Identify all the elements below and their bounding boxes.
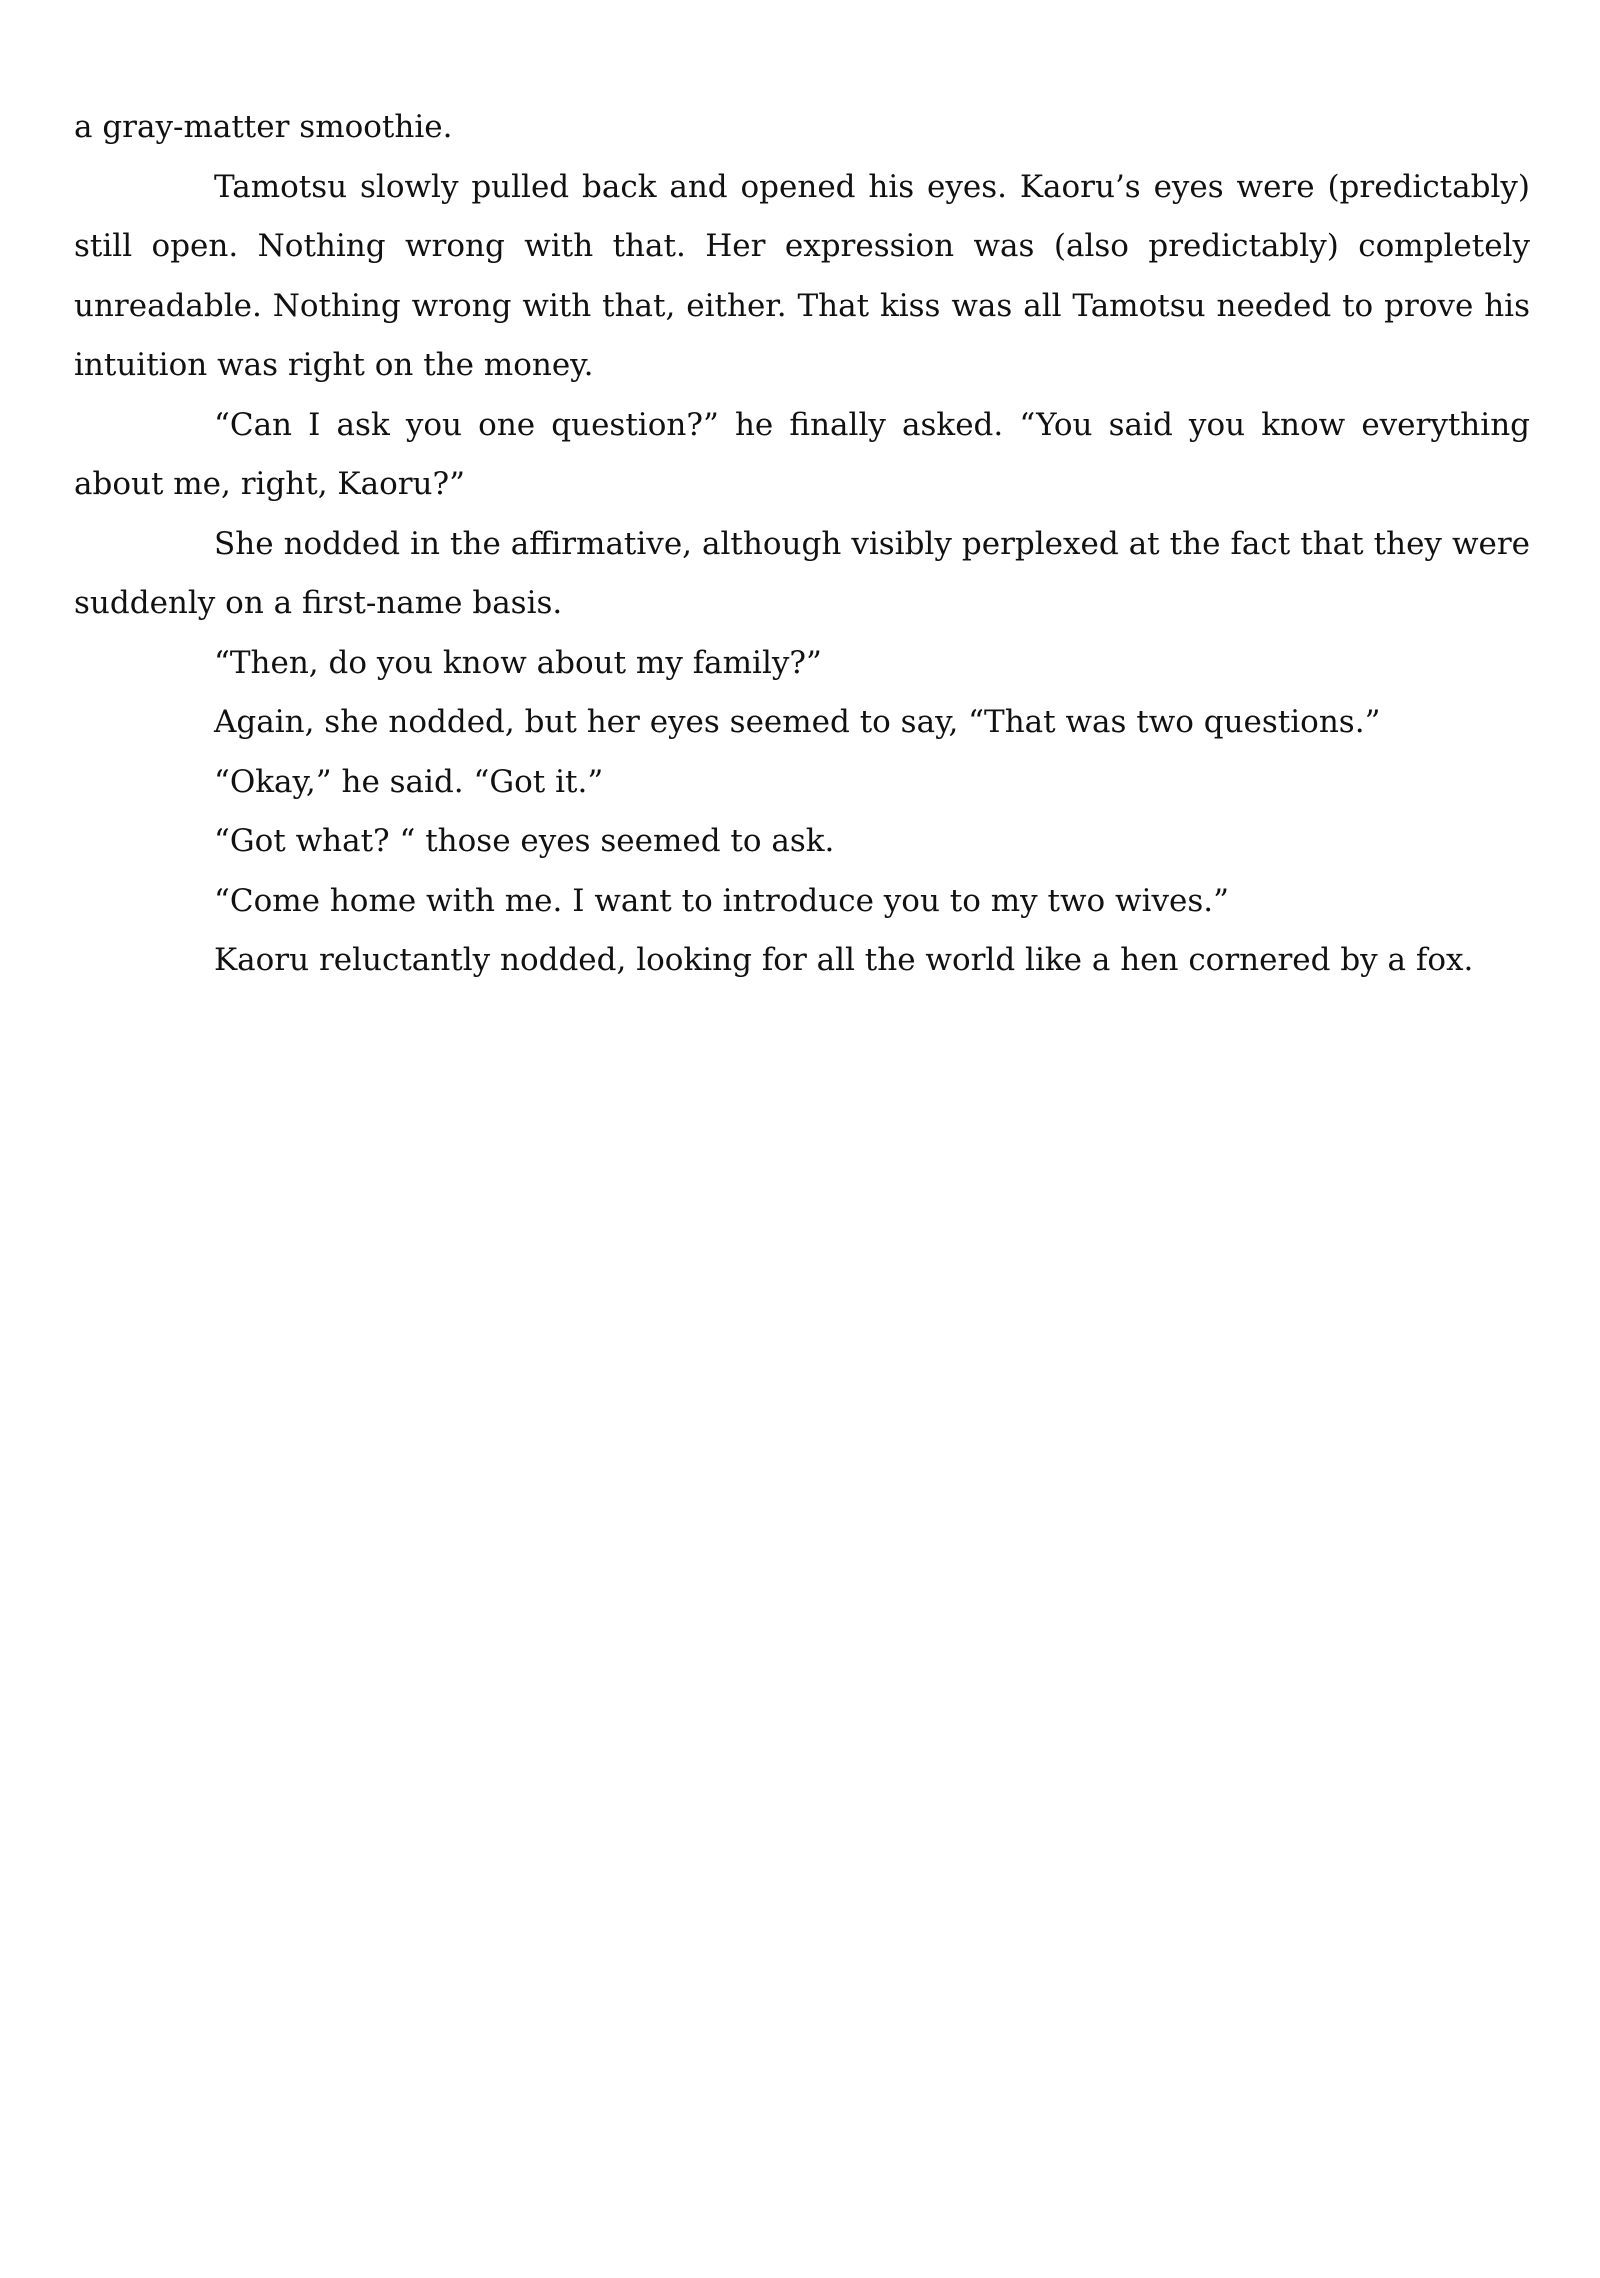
paragraph: Kaoru reluctantly nodded, looking for all the world like a hen cornered by a fox.: [214, 942, 1474, 978]
paragraph: Tamotsu slowly pulled back and opened his eyes. Kaoru’s eyes were (predictably) still open. Nothing wrong with that. Her expression was (also predictably) completely unreadable. Nothing wrong with that, either. That kiss was all Tamotsu needed to prove his intuition was right on the money.: [74, 168, 1530, 383]
paragraph: “Then, do you know about my family?”: [214, 644, 822, 681]
paragraph: “Can I ask you one question?” he finally asked. “You said you know everything about me, right, Kaoru?”: [74, 406, 1530, 502]
paragraph: She nodded in the affirmative, although visibly perplexed at the fact that they were suddenly on a first-name basis.: [74, 525, 1530, 621]
paragraph: “Come home with me. I want to introduce you to my two wives.”: [214, 882, 1229, 919]
paragraph: “Got what? “ those eyes seemed to ask.: [214, 823, 835, 859]
paragraph: Again, she nodded, but her eyes seemed to say, “That was two questions.”: [214, 704, 1381, 740]
document-body: [74, 98, 1530, 991]
paragraph: a gray-matter smoothie.: [74, 109, 453, 145]
paragraph: “Okay,” he said. “Got it.”: [214, 763, 604, 800]
